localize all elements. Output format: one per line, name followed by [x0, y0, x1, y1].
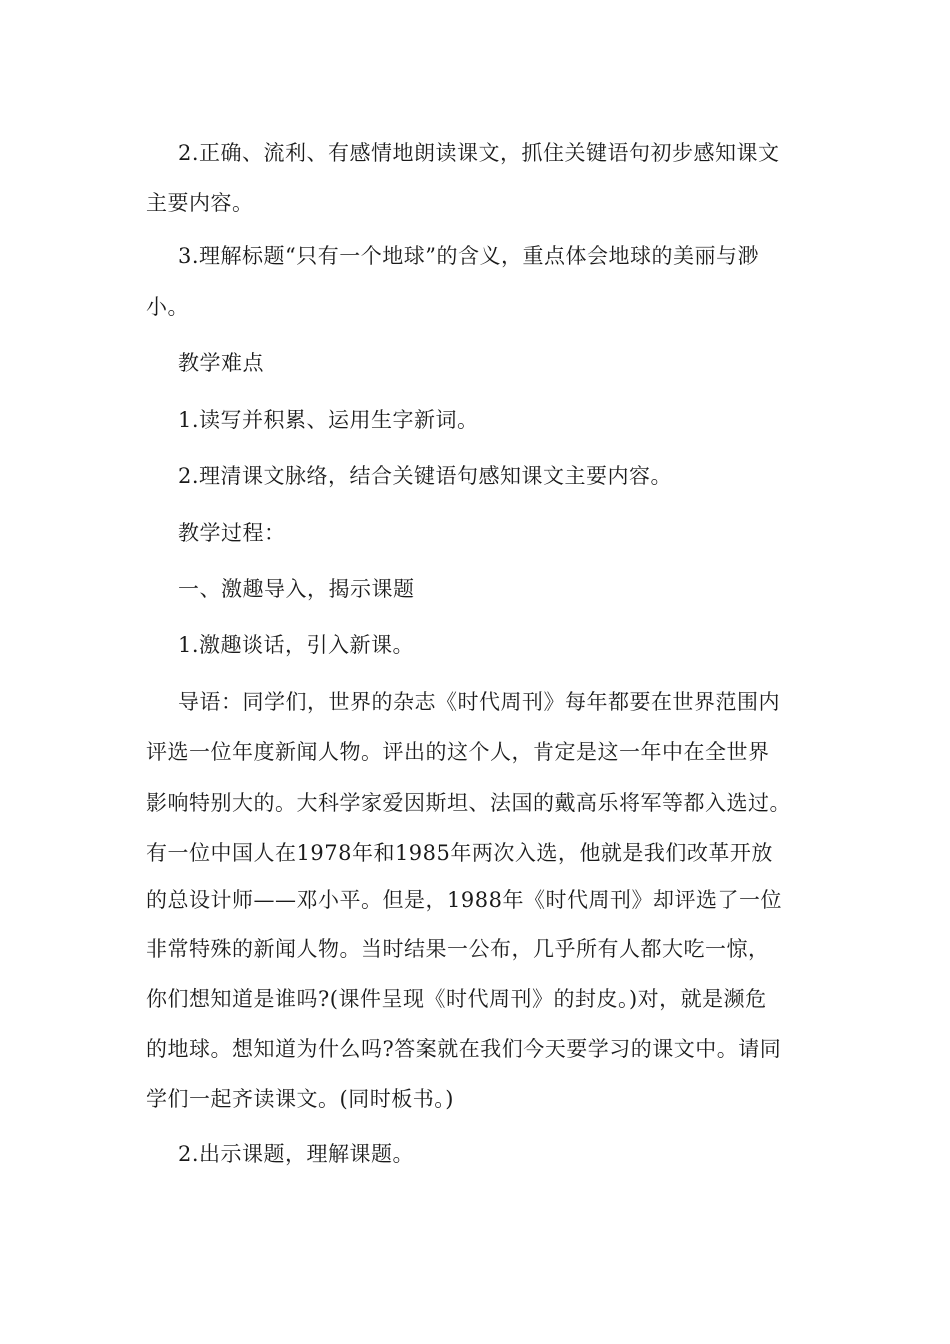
- heading-teaching-process: 教学过程：: [178, 521, 286, 545]
- intro-paragraph-line-4: 有一位中国人在1978年和1985年两次入选，他就是我们改革开放: [146, 841, 773, 865]
- section-1-heading: 一、激趣导入，揭示课题: [178, 577, 415, 601]
- objective-3-line-2: 小。: [146, 295, 189, 319]
- intro-paragraph-line-9: 学们一起齐读课文。(同时板书。): [146, 1087, 454, 1111]
- intro-paragraph-line-7: 你们想知道是谁吗?(课件呈现《时代周刊》的封皮。)对，就是濒危: [146, 987, 767, 1011]
- heading-teaching-difficulties: 教学难点: [178, 351, 264, 375]
- objective-2-line-2: 主要内容。: [146, 191, 254, 215]
- objective-3-line-1: 3.理解标题“只有一个地球”的含义，重点体会地球的美丽与渺: [178, 244, 760, 268]
- difficulty-2: 2.理清课文脉络，结合关键语句感知课文主要内容。: [178, 464, 673, 488]
- intro-paragraph-line-5: 的总设计师——邓小平。但是，1988年《时代周刊》却评选了一位: [146, 888, 782, 912]
- intro-paragraph-line-6: 非常特殊的新闻人物。当时结果一公布，几乎所有人都大吃一惊，: [146, 937, 770, 961]
- intro-paragraph-line-1: 导语：同学们，世界的杂志《时代周刊》每年都要在世界范围内: [178, 690, 780, 714]
- intro-paragraph-line-8: 的地球。想知道为什么吗?答案就在我们今天要学习的课文中。请同: [146, 1037, 782, 1061]
- intro-paragraph-line-2: 评选一位年度新闻人物。评出的这个人，肯定是这一年中在全世界: [146, 740, 770, 764]
- objective-2-line-1: 2.正确、流利、有感情地朗读课文，抓住关键语句初步感知课文: [178, 141, 780, 165]
- step-2-heading: 2.出示课题，理解课题。: [178, 1142, 415, 1166]
- intro-paragraph-line-3: 影响特别大的。大科学家爱因斯坦、法国的戴高乐将军等都入选过。: [146, 791, 791, 815]
- difficulty-1: 1.读写并积累、运用生字新词。: [178, 408, 479, 432]
- step-1-heading: 1.激趣谈话，引入新课。: [178, 633, 415, 657]
